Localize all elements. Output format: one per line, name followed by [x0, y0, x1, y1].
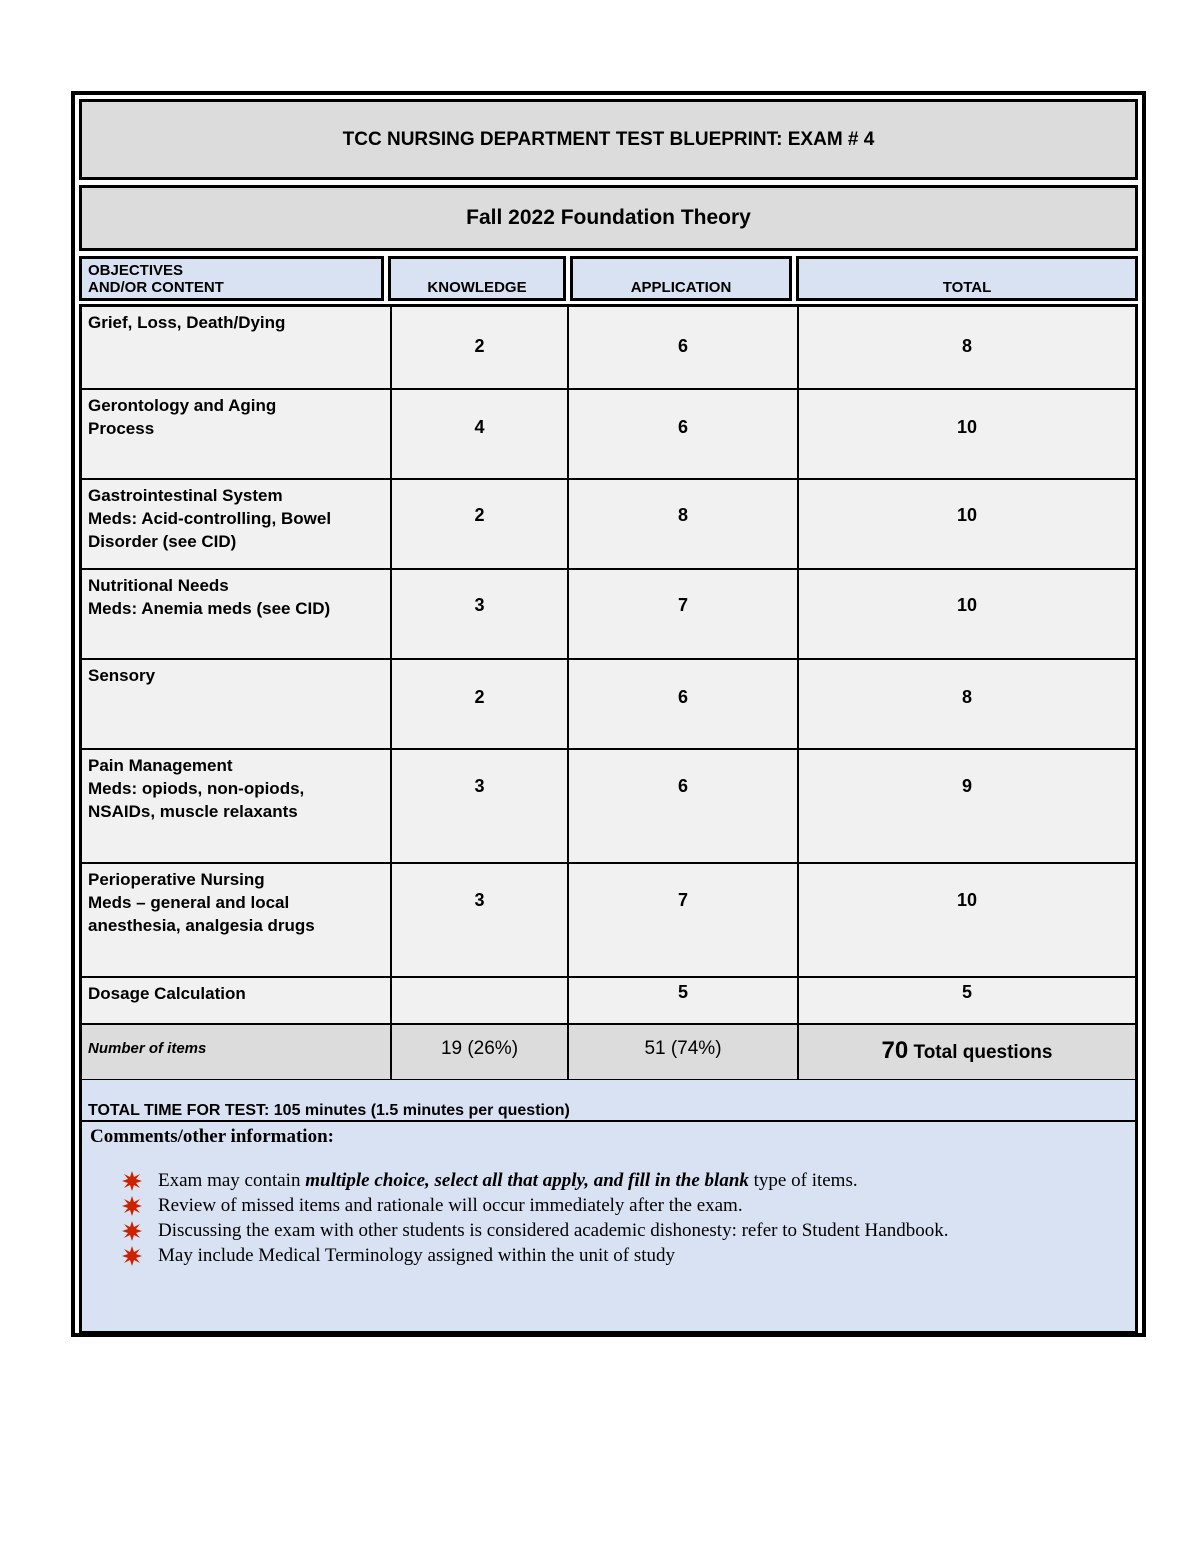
summary-total-number: 70 — [881, 1037, 909, 1064]
objective-line: Sensory — [88, 666, 156, 685]
total-cell — [799, 750, 1135, 862]
knowledge-cell — [392, 307, 569, 388]
header-objectives-line1: OBJECTIVES — [88, 262, 184, 279]
comment-text: Review of missed items and rationale will occur immediately after the exam. — [158, 1195, 743, 1216]
application-cell — [569, 750, 799, 862]
comment-text — [158, 1168, 858, 1193]
objective-line: NSAIDs, muscle relaxants — [88, 802, 298, 821]
objective-line: Gastrointestinal System — [88, 486, 283, 505]
objective-line: Pain Management — [88, 756, 233, 775]
blueprint-inner — [79, 99, 1138, 1329]
objective-line: Meds: Anemia meds (see CID) — [88, 599, 331, 618]
objective-cell — [82, 750, 392, 862]
application-value: 5 — [677, 982, 688, 1002]
knowledge-value: 3 — [474, 776, 485, 796]
objective-line: Process — [88, 419, 155, 438]
knowledge-value: 4 — [474, 417, 485, 437]
summary-label: Number of items — [82, 1025, 392, 1079]
starburst-bullet-icon — [122, 1246, 142, 1266]
blueprint-frame — [71, 91, 1146, 1337]
summary-row — [82, 1025, 1135, 1081]
total-cell — [799, 570, 1135, 658]
knowledge-value: 2 — [474, 336, 485, 356]
application-cell — [569, 864, 799, 976]
table-row — [82, 570, 1135, 660]
header-objectives-line2: AND/OR CONTENT — [88, 279, 224, 296]
summary-knowledge-cell — [392, 1025, 569, 1079]
summary-total-text: Total questions — [913, 1042, 1053, 1063]
comment-text: Discussing the exam with other students is considered academic dishonesty: refer to Student Handbook. — [158, 1220, 949, 1241]
header-knowledge: KNOWLEDGE — [388, 256, 566, 301]
summary-total-cell — [799, 1025, 1135, 1079]
objective-line: Meds: opiods, non-opiods, — [88, 779, 305, 798]
knowledge-cell — [392, 750, 569, 862]
total-cell — [799, 864, 1135, 976]
total-value: 8 — [961, 336, 972, 356]
document-title: TCC NURSING DEPARTMENT TEST BLUEPRINT: EXAM # 4 — [79, 99, 1138, 180]
comments-section — [79, 1122, 1138, 1334]
blueprint-table — [79, 304, 1138, 1081]
knowledge-value: 3 — [474, 595, 485, 615]
list-item — [122, 1193, 1127, 1218]
table-row — [82, 390, 1135, 480]
total-value: 9 — [961, 776, 972, 796]
application-cell — [569, 480, 799, 568]
application-value: 6 — [677, 687, 688, 707]
objective-cell — [82, 480, 392, 568]
objective-line: Disorder (see CID) — [88, 532, 237, 551]
knowledge-cell — [392, 978, 569, 1023]
application-cell — [569, 390, 799, 478]
knowledge-value: 2 — [474, 505, 485, 525]
knowledge-cell — [392, 864, 569, 976]
objective-cell — [82, 978, 392, 1023]
list-item — [122, 1243, 1127, 1268]
comment-text-emphasis: multiple choice, select all that apply, and fill in the blank — [305, 1170, 749, 1191]
application-value: 8 — [677, 505, 688, 525]
table-row — [82, 750, 1135, 864]
knowledge-cell — [392, 480, 569, 568]
comments-list — [122, 1168, 1127, 1268]
summary-application: 51 (74%) — [644, 1038, 722, 1059]
objective-cell — [82, 660, 392, 748]
total-value: 8 — [961, 687, 972, 707]
comment-text: May include Medical Terminology assigned within the unit of study — [158, 1245, 676, 1266]
total-value: 10 — [956, 505, 978, 525]
summary-total — [799, 1037, 1135, 1065]
application-cell — [569, 307, 799, 388]
objective-line: Gerontology and Aging — [88, 396, 277, 415]
objective-line: Grief, Loss, Death/Dying — [88, 313, 286, 332]
total-cell — [799, 307, 1135, 388]
knowledge-value: 2 — [474, 687, 485, 707]
summary-application-cell — [569, 1025, 799, 1079]
starburst-bullet-icon — [122, 1196, 142, 1216]
knowledge-value: 3 — [474, 890, 485, 910]
total-value: 10 — [956, 595, 978, 615]
objective-line: Perioperative Nursing — [88, 870, 265, 889]
objective-cell — [82, 864, 392, 976]
list-item — [122, 1218, 1127, 1243]
comments-label: Comments/other information: — [90, 1126, 334, 1147]
starburst-bullet-icon — [122, 1171, 142, 1191]
application-cell — [569, 570, 799, 658]
application-value: 7 — [677, 890, 688, 910]
total-cell — [799, 480, 1135, 568]
application-value: 6 — [677, 776, 688, 796]
objective-line: Dosage Calculation — [88, 984, 246, 1003]
application-value: 6 — [677, 417, 688, 437]
table-row — [82, 480, 1135, 570]
list-item — [122, 1168, 1127, 1193]
objective-line: Meds – general and local — [88, 893, 290, 912]
total-cell — [799, 660, 1135, 748]
objective-cell — [82, 390, 392, 478]
table-row — [82, 864, 1135, 978]
comment-text-pre: Exam may contain — [158, 1170, 306, 1191]
objective-line: Nutritional Needs — [88, 576, 229, 595]
total-value: 5 — [961, 982, 972, 1002]
header-total: TOTAL — [796, 256, 1138, 301]
total-value: 10 — [956, 417, 978, 437]
objective-line: anesthesia, analgesia drugs — [88, 916, 315, 935]
knowledge-cell — [392, 390, 569, 478]
header-application: APPLICATION — [570, 256, 792, 301]
total-value: 10 — [956, 890, 978, 910]
total-cell — [799, 978, 1135, 1023]
application-cell — [569, 660, 799, 748]
total-time: TOTAL TIME FOR TEST: 105 minutes (1.5 minutes per question) — [79, 1080, 1138, 1122]
header-objectives — [79, 256, 384, 301]
starburst-bullet-icon — [122, 1221, 142, 1241]
knowledge-cell — [392, 660, 569, 748]
knowledge-cell — [392, 570, 569, 658]
comment-text-post: type of items. — [748, 1170, 858, 1191]
total-cell — [799, 390, 1135, 478]
application-value: 6 — [677, 336, 688, 356]
objective-cell — [82, 307, 392, 388]
objective-line: Meds: Acid-controlling, Bowel — [88, 509, 332, 528]
application-cell — [569, 978, 799, 1023]
objective-cell — [82, 570, 392, 658]
table-row — [82, 660, 1135, 750]
document-subtitle: Fall 2022 Foundation Theory — [79, 185, 1138, 251]
summary-knowledge: 19 (26%) — [440, 1038, 519, 1059]
application-value: 7 — [677, 595, 688, 615]
table-row — [82, 307, 1135, 390]
table-row — [82, 978, 1135, 1025]
